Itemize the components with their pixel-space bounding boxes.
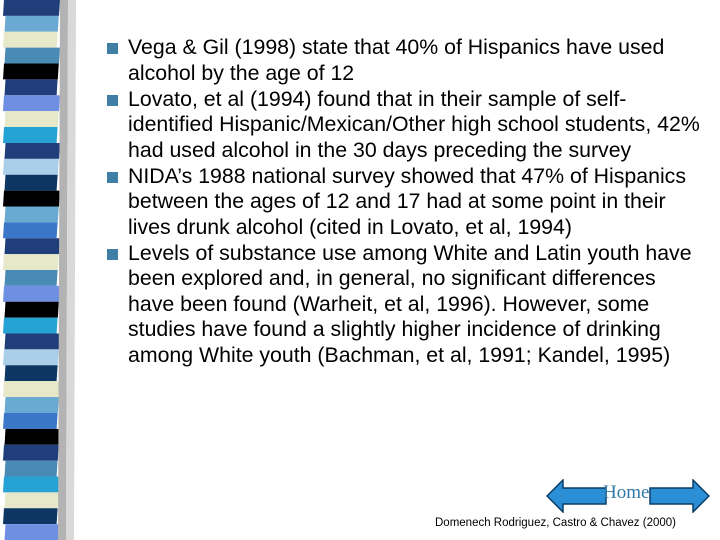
square-bullet-icon — [107, 95, 118, 106]
stripe-block — [3, 0, 60, 16]
footer-citation: Domenech Rodriguez, Castro & Chavez (2000) — [435, 517, 676, 529]
stripe-block — [5, 365, 58, 381]
stripe-block — [5, 492, 59, 508]
stripe-block — [5, 397, 59, 413]
stripe-block — [5, 175, 58, 191]
stripe-block — [5, 79, 58, 95]
stripe-block — [5, 206, 59, 222]
stripe-block — [5, 111, 59, 127]
stripe-block — [5, 524, 61, 540]
stripe-block — [3, 445, 59, 461]
right-arrow-icon — [648, 479, 710, 513]
decorative-stripe — [0, 0, 76, 540]
stripe-block — [3, 159, 59, 175]
stripe-block — [5, 143, 61, 159]
bullet-text: Vega & Gil (1998) state that 40% of Hispanics have used alcohol by the age of 12 — [128, 35, 665, 85]
left-arrow-icon — [546, 479, 608, 513]
stripe-block — [3, 95, 60, 111]
stripe-block — [3, 191, 60, 207]
stripe-block — [5, 461, 58, 477]
stripe-block — [3, 381, 60, 397]
stripe-block — [5, 238, 61, 254]
stripe-block — [3, 286, 60, 302]
forward-button[interactable] — [648, 479, 710, 513]
stripe-block — [3, 476, 60, 492]
stripe-block — [5, 270, 58, 286]
square-bullet-icon — [107, 43, 118, 54]
bullet-text: NIDA’s 1988 national survey showed that 47% of Hispanics between the ages of 12 and 17 had at some point in their lives drunk alcohol (cited in Lovato, et al, 1994) — [128, 163, 686, 239]
bullet-item — [107, 164, 707, 241]
stripe-block — [3, 318, 58, 334]
navigation-bar — [546, 479, 710, 513]
bullet-text: Lovato, et al (1994) found that in their sample of self-identified Hispanic/Mexican/Other high school students, 42% had used alcohol in the 30 days preceding the survey — [128, 86, 700, 162]
stripe-block — [3, 254, 59, 270]
stripe-block — [3, 349, 59, 365]
home-link[interactable]: Home — [603, 482, 650, 503]
bullet-text: Levels of substance use among White and Latin youth have been explored and, in general, no significant differences have been found (Warheit, et al, 1996). However, some studies have found a slightly higher incidence of drinking among White youth (Bachman, et al, 1991; Kandel, 1995) — [128, 240, 692, 367]
square-bullet-icon — [107, 249, 118, 260]
stripe-block — [3, 64, 59, 80]
bullet-list — [107, 35, 707, 369]
bullet-item — [107, 87, 707, 164]
back-button[interactable] — [546, 479, 608, 513]
square-bullet-icon — [107, 172, 118, 183]
bullet-item — [107, 241, 707, 369]
stripe-block — [3, 508, 58, 524]
stripe-block — [5, 48, 61, 64]
stripe-block — [5, 429, 61, 445]
stripe-block — [5, 16, 59, 32]
stripe-block — [3, 127, 58, 143]
bullet-item — [107, 35, 707, 86]
stripe-block — [5, 334, 61, 350]
stripe-block — [5, 302, 59, 318]
stripe-pattern — [0, 0, 76, 540]
stripe-block — [3, 222, 58, 238]
stripe-block — [3, 413, 58, 429]
stripe-block — [3, 32, 58, 48]
